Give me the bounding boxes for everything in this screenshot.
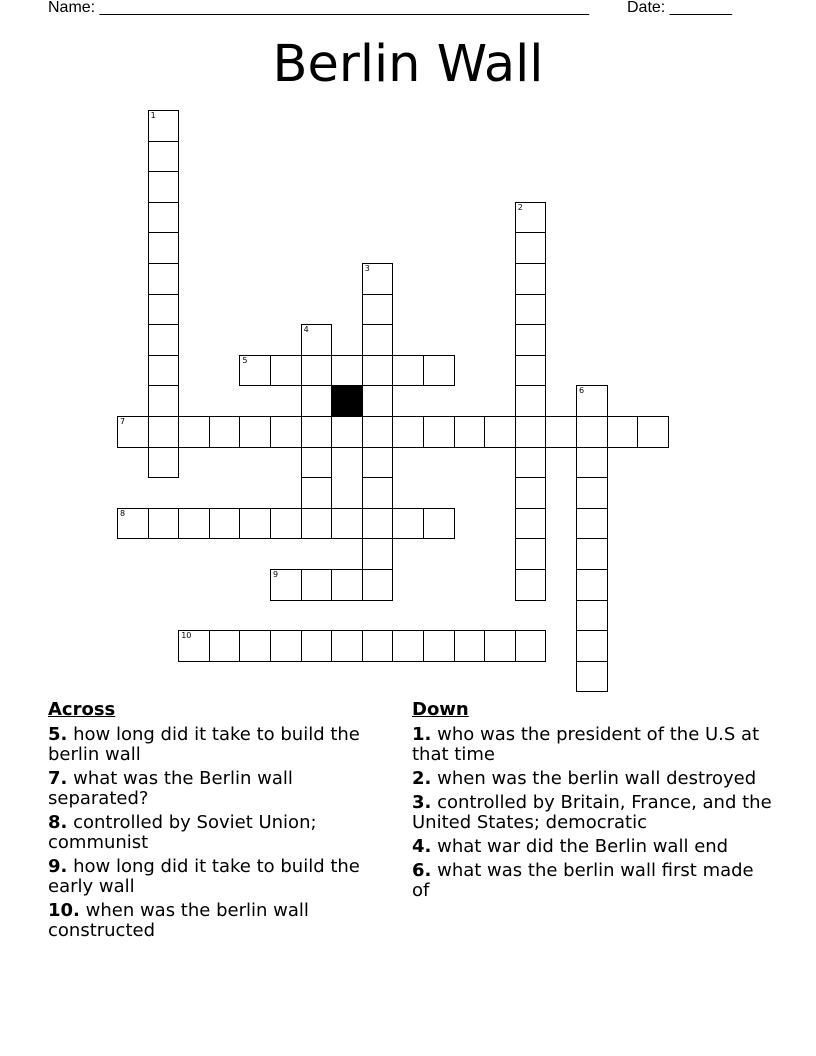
clue-number: 8.	[48, 812, 68, 833]
cell-number: 10	[181, 631, 192, 641]
grid-cell[interactable]	[362, 630, 394, 662]
grid-cell[interactable]	[362, 294, 394, 326]
grid-cell[interactable]	[423, 508, 455, 540]
grid-cell[interactable]	[270, 416, 302, 448]
grid-cell[interactable]	[392, 630, 424, 662]
clue-number: 2.	[412, 768, 432, 789]
cell-number: 1	[150, 111, 156, 120]
grid-cell[interactable]	[270, 355, 302, 387]
grid-cell[interactable]	[331, 569, 363, 601]
grid-cell[interactable]	[148, 324, 180, 356]
cell-number: 7	[120, 417, 126, 426]
grid-cell[interactable]	[392, 355, 424, 387]
clue-across-10	[48, 901, 388, 941]
grid-cell[interactable]	[515, 385, 547, 417]
grid-cell[interactable]	[515, 447, 547, 479]
grid-cell[interactable]	[301, 630, 333, 662]
black-cell	[331, 385, 363, 417]
grid-cell[interactable]	[484, 416, 516, 448]
grid-cell[interactable]	[331, 508, 363, 540]
clue-number: 7.	[48, 768, 68, 789]
cell-number: 2	[517, 202, 523, 212]
grid-cell[interactable]	[515, 508, 547, 540]
clue-down-2	[412, 769, 772, 789]
grid-cell[interactable]	[454, 630, 486, 662]
clue-text: what was the berlin wall first made of	[412, 860, 754, 901]
grid-cell[interactable]	[545, 416, 577, 448]
grid-cell[interactable]	[239, 416, 271, 448]
puzzle-title: Berlin Wall	[272, 35, 544, 94]
grid-cell[interactable]	[515, 232, 547, 264]
clue-number: 4.	[412, 836, 432, 857]
grid-cell[interactable]	[515, 477, 547, 509]
grid-cell[interactable]	[362, 477, 394, 509]
grid-cell[interactable]	[148, 447, 180, 479]
grid-cell[interactable]	[362, 263, 394, 295]
grid-cell[interactable]	[148, 385, 180, 417]
grid-cell[interactable]	[148, 110, 180, 142]
cell-number: 3	[364, 264, 370, 273]
grid-cell[interactable]	[515, 538, 547, 570]
grid-cell[interactable]	[148, 232, 180, 264]
date-field-label: Date: _______	[627, 0, 732, 16]
grid-cell[interactable]	[576, 385, 608, 417]
clue-across-7	[48, 769, 388, 809]
grid-cell[interactable]	[423, 416, 455, 448]
grid-cell[interactable]	[576, 538, 608, 570]
cell-number: 9	[273, 570, 279, 579]
grid-cell[interactable]	[515, 630, 547, 662]
clue-number: 9.	[48, 856, 68, 877]
grid-cell[interactable]	[270, 630, 302, 662]
grid-cell[interactable]	[301, 569, 333, 601]
grid-cell[interactable]	[239, 355, 271, 387]
grid-cell[interactable]	[270, 569, 302, 601]
grid-cell[interactable]	[331, 630, 363, 662]
clue-number: 6.	[412, 860, 432, 881]
grid-cell[interactable]	[515, 416, 547, 448]
clue-text: controlled by Britain, France, and the United States; democratic	[412, 792, 772, 833]
down-clues	[412, 700, 772, 905]
name-field-label: Name: _______________________________________________________	[48, 0, 589, 16]
grid-cell[interactable]	[515, 569, 547, 601]
grid-cell[interactable]	[209, 508, 241, 540]
across-heading: Across	[48, 699, 116, 720]
grid-cell[interactable]	[515, 263, 547, 295]
grid-cell[interactable]	[301, 447, 333, 479]
grid-cell[interactable]	[209, 630, 241, 662]
grid-cell[interactable]	[362, 385, 394, 417]
grid-cell[interactable]	[576, 416, 608, 448]
clue-down-1	[412, 725, 772, 765]
grid-cell[interactable]	[331, 416, 363, 448]
grid-cell[interactable]	[392, 416, 424, 448]
cell-number: 8	[120, 508, 126, 518]
grid-cell[interactable]	[209, 416, 241, 448]
grid-cell[interactable]	[148, 141, 180, 173]
grid-cell[interactable]	[515, 202, 547, 234]
clue-text: controlled by Soviet Union; communist	[48, 812, 317, 853]
grid-cell[interactable]	[301, 477, 333, 509]
grid-cell[interactable]	[148, 263, 180, 295]
clue-text: how long did it take to build the berlin wall	[48, 724, 360, 765]
grid-cell[interactable]	[576, 447, 608, 479]
clue-across-8	[48, 813, 388, 853]
grid-cell[interactable]	[178, 508, 210, 540]
grid-cell[interactable]	[576, 569, 608, 601]
clue-down-3	[412, 793, 772, 833]
grid-cell[interactable]	[148, 294, 180, 326]
grid-cell[interactable]	[484, 630, 516, 662]
grid-cell[interactable]	[148, 171, 180, 203]
grid-cell[interactable]	[576, 600, 608, 632]
grid-cell[interactable]	[117, 416, 149, 448]
grid-cell[interactable]	[423, 630, 455, 662]
grid-cell[interactable]	[362, 355, 394, 387]
grid-cell[interactable]	[423, 355, 455, 387]
clue-text: how long did it take to build the early wall	[48, 856, 360, 897]
grid-cell[interactable]	[148, 508, 180, 540]
cell-number: 6	[579, 386, 585, 396]
grid-cell[interactable]	[301, 508, 333, 540]
grid-cell[interactable]	[576, 661, 608, 693]
grid-cell[interactable]	[362, 447, 394, 479]
clue-across-9	[48, 857, 388, 897]
grid-cell[interactable]	[362, 324, 394, 356]
grid-cell[interactable]	[515, 324, 547, 356]
cell-number: 4	[303, 325, 309, 335]
grid-cell[interactable]	[454, 416, 486, 448]
clue-down-4	[412, 837, 772, 857]
grid-cell[interactable]	[637, 416, 669, 448]
clue-number: 5.	[48, 724, 68, 745]
across-clues	[48, 700, 388, 945]
clue-across-5	[48, 725, 388, 765]
grid-cell[interactable]	[270, 508, 302, 540]
grid-cell[interactable]	[331, 355, 363, 387]
down-heading: Down	[412, 699, 469, 720]
grid-cell[interactable]	[117, 508, 149, 540]
grid-cell[interactable]	[607, 416, 639, 448]
grid-cell[interactable]	[239, 630, 271, 662]
grid-cell[interactable]	[301, 355, 333, 387]
clue-down-6	[412, 861, 772, 901]
grid-cell[interactable]	[362, 416, 394, 448]
grid-cell[interactable]	[148, 355, 180, 387]
grid-cell[interactable]	[392, 508, 424, 540]
grid-cell[interactable]	[515, 355, 547, 387]
cell-number: 5	[242, 355, 248, 365]
grid-cell[interactable]	[576, 477, 608, 509]
clue-text: what war did the Berlin wall end	[437, 836, 729, 857]
clue-text: when was the berlin wall destroyed	[437, 768, 757, 789]
grid-cell[interactable]	[301, 324, 333, 356]
grid-cell[interactable]	[301, 385, 333, 417]
grid-cell[interactable]	[301, 416, 333, 448]
clue-number: 3.	[412, 792, 432, 813]
clue-text: when was the berlin wall constructed	[48, 900, 309, 941]
grid-cell[interactable]	[178, 630, 210, 662]
clue-number: 10.	[48, 900, 80, 921]
grid-cell[interactable]	[148, 202, 180, 234]
grid-cell[interactable]	[148, 416, 180, 448]
clue-text: what was the Berlin wall separated?	[48, 768, 293, 809]
clue-number: 1.	[412, 724, 432, 745]
grid-cell[interactable]	[362, 569, 394, 601]
grid-cell[interactable]	[576, 508, 608, 540]
grid-cell[interactable]	[178, 416, 210, 448]
grid-cell[interactable]	[362, 508, 394, 540]
grid-cell[interactable]	[239, 508, 271, 540]
grid-cell[interactable]	[515, 294, 547, 326]
grid-cell[interactable]	[576, 630, 608, 662]
clue-text: who was the president of the U.S at that time	[412, 724, 760, 765]
grid-cell[interactable]	[362, 538, 394, 570]
